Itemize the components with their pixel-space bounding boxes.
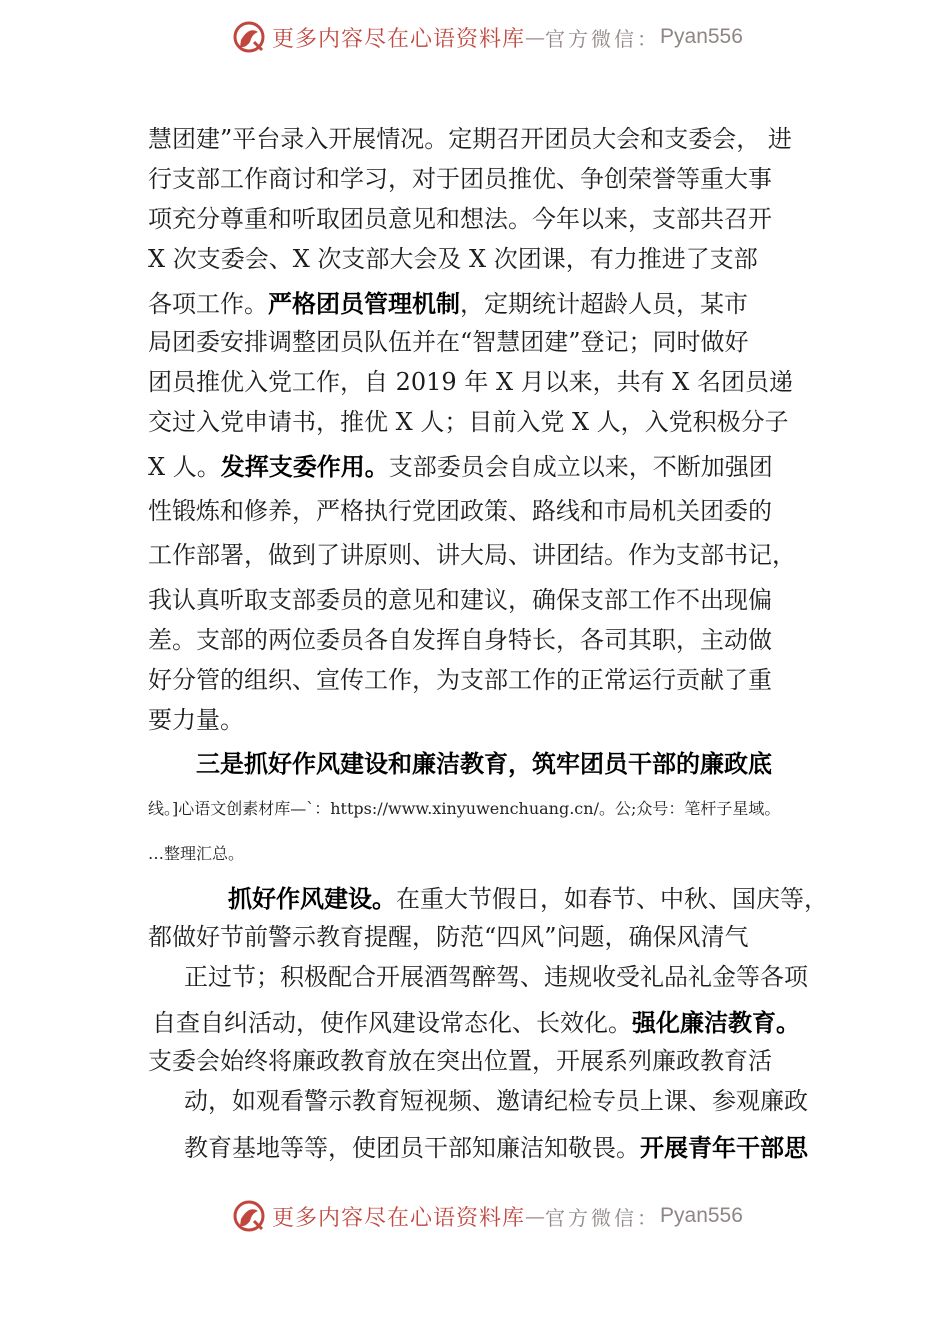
source-note: 线。]心语文创素材库—`：https://www.xinyuwenchuang.cn/。公;众号：笔杆子星域。 <box>148 799 781 818</box>
text-line: 交过入党申请书，推优 X 人；目前入党 X 人，入党积极分子 <box>148 408 789 436</box>
text-run: 支部委员会自成立以来，不断加强团 <box>388 453 773 481</box>
bold-lead: 开展青年干部思 <box>640 1134 808 1162</box>
text-line <box>148 289 748 319</box>
text-run: X 人。 <box>148 453 221 481</box>
text-line <box>228 884 828 914</box>
banner-site-name: 更多内容尽在心语资料库 <box>272 1205 526 1231</box>
banner-label: 官方微信： <box>545 1205 661 1230</box>
text-line: 都做好节前警示教育提醒，防范“四风”问题，确保风清气 <box>148 923 749 951</box>
source-note: …整理汇总。 <box>148 844 245 863</box>
text-line: 慧团建”平台录入开展情况。定期召开团员大会和支委会， 进 <box>148 125 792 153</box>
footer-banner <box>232 1197 743 1235</box>
bold-lead: 严格团员管理机制 <box>268 290 460 318</box>
banner-separator: — <box>525 1204 546 1228</box>
text-line: 动，如观看警示教育短视频、邀请纪检专员上课、参观廉政 <box>184 1087 808 1115</box>
banner-wechat-id: Pyan556 <box>660 25 743 48</box>
text-run: 教育基地等等，使团员干部知廉洁知敬畏。 <box>184 1134 640 1162</box>
text-line: 性锻炼和修养，严格执行党团政策、路线和市局机关团委的 <box>148 497 772 525</box>
text-line <box>184 1133 808 1163</box>
text-run: ，定期统计超龄人员，某市 <box>460 290 748 318</box>
section-heading: 三是抓好作风建设和廉洁教育，筑牢团员干部的廉政底 <box>196 750 772 778</box>
banner-site-name: 更多内容尽在心语资料库 <box>272 26 526 52</box>
text-line: 团员推优入党工作，自 2019 年 X 月以来，共有 X 名团员递 <box>148 368 794 396</box>
header-banner <box>232 18 743 56</box>
banner-separator: — <box>525 25 546 49</box>
text-line: 我认真听取支部委员的意见和建议，确保支部工作不出现偏 <box>148 586 772 614</box>
text-line: 工作部署，做到了讲原则、讲大局、讲团结。作为支部书记， <box>148 541 796 569</box>
text-line: X 次支委会、X 次支部大会及 X 次团课，有力推进了支部 <box>148 245 758 273</box>
banner-wechat-id: Pyan556 <box>660 1204 743 1227</box>
bold-lead: 强化廉洁教育。 <box>632 1009 800 1037</box>
text-run: 自查自纠活动，使作风建设常态化、长效化。 <box>152 1009 632 1037</box>
text-line: 要力量。 <box>148 706 244 734</box>
text-line <box>152 1008 800 1038</box>
text-run: 在重大节假日，如春节、中秋、国庆等， <box>396 885 828 913</box>
text-line <box>148 452 773 482</box>
text-line: 差。支部的两位委员各自发挥自身特长，各司其职，主动做 <box>148 626 772 654</box>
text-line: 局团委安排调整团员队伍并在“智慧团建”登记；同时做好 <box>148 328 749 356</box>
text-line: 好分管的组织、宣传工作，为支部工作的正常运行贡献了重 <box>148 666 772 694</box>
text-run: 各项工作。 <box>148 290 268 318</box>
bold-lead: 发挥支委作用。 <box>220 453 389 481</box>
text-line: 支委会始终将廉政教育放在突出位置，开展系列廉政教育活 <box>148 1047 772 1075</box>
logo-icon <box>232 1199 266 1233</box>
logo-icon <box>232 20 266 54</box>
text-line: 行支部工作商讨和学习，对于团员推优、争创荣誉等重大事 <box>148 165 772 193</box>
bold-lead: 抓好作风建设。 <box>228 885 396 913</box>
banner-label: 官方微信： <box>545 26 661 51</box>
text-line: 正过节；积极配合开展酒驾醉驾、违规收受礼品礼金等各项 <box>184 963 808 991</box>
text-line: 项充分尊重和听取团员意见和想法。今年以来，支部共召开 <box>148 205 772 233</box>
